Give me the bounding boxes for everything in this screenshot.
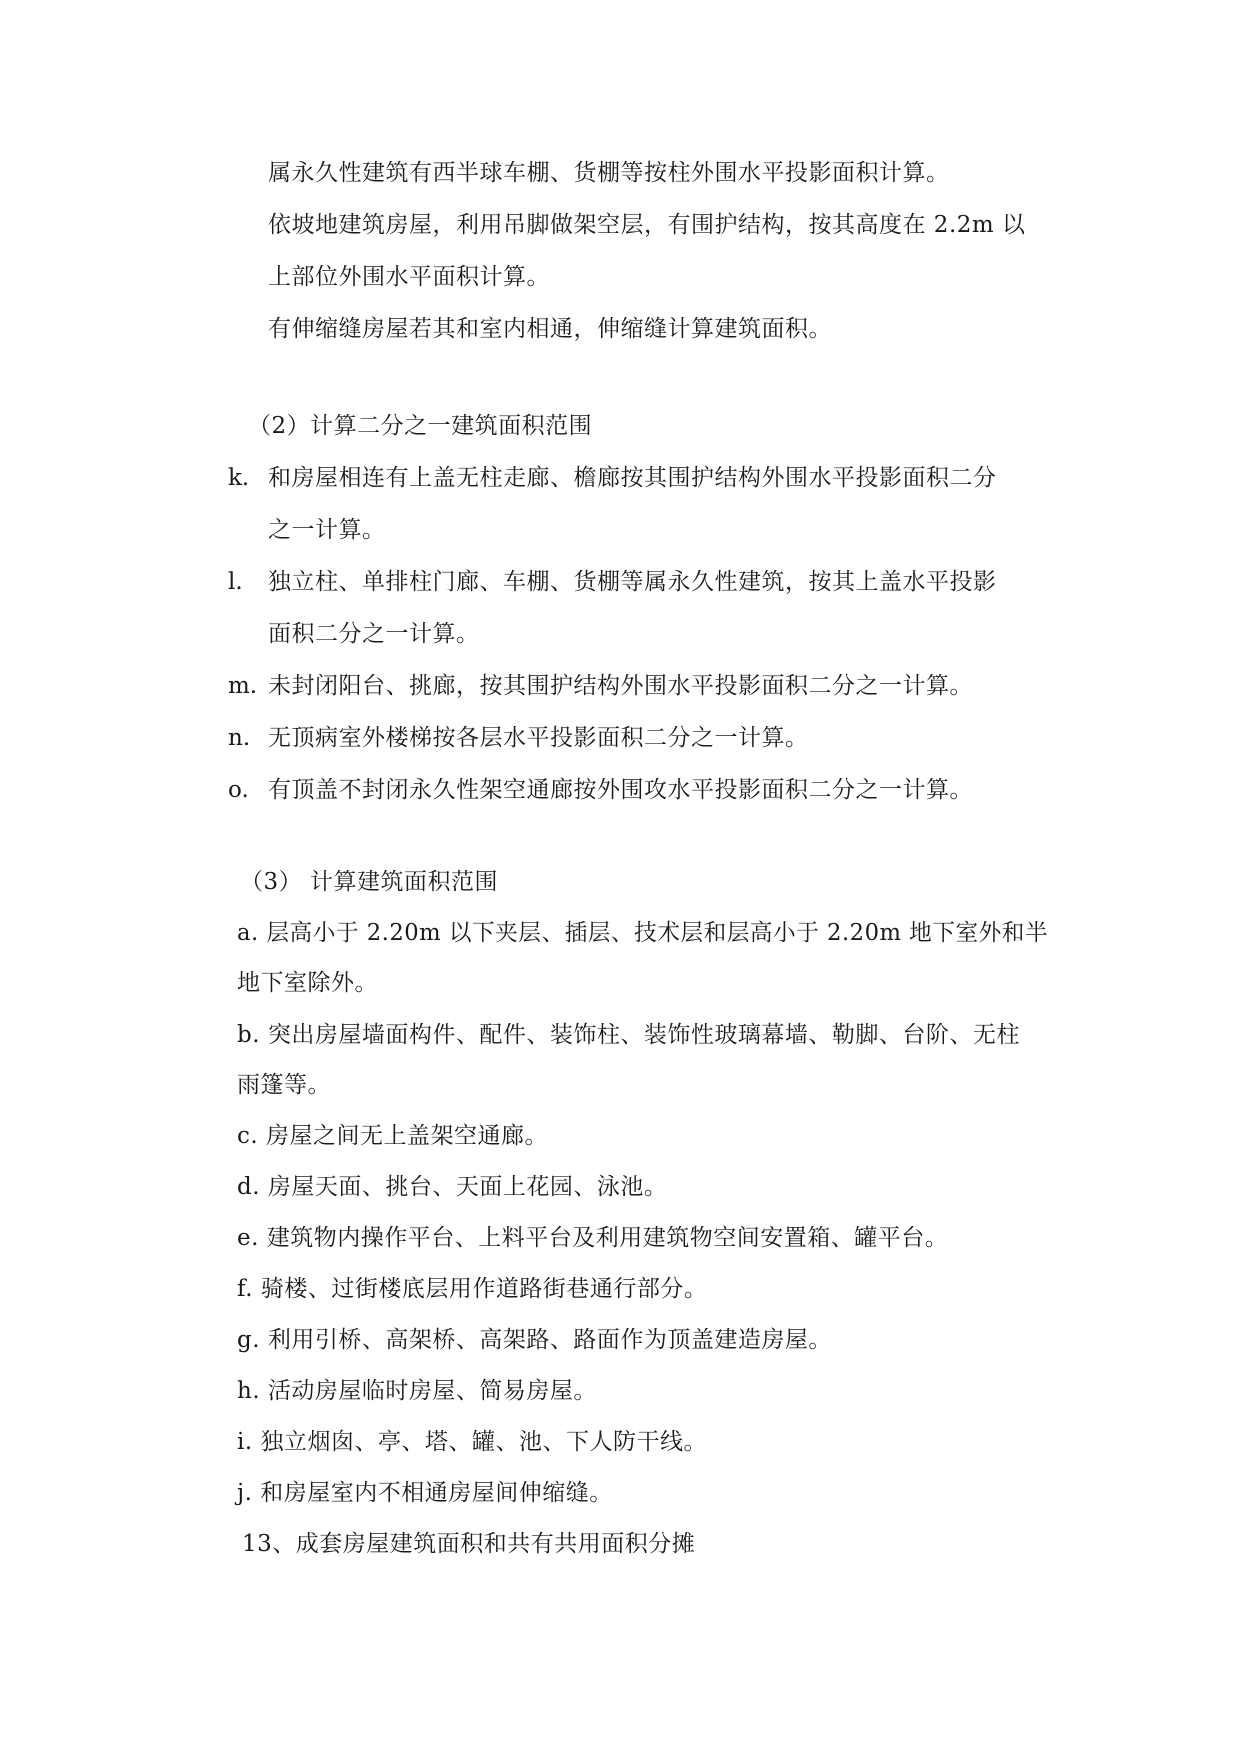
- list-item-line: 之一计算。: [268, 517, 386, 543]
- list-marker: n.: [228, 725, 251, 751]
- paragraph-line: 依坡地建筑房屋，利用吊脚做架空层，有围护结构，按其高度在 2.2m 以: [268, 212, 1026, 238]
- list-marker: k.: [228, 465, 250, 491]
- list-item-line: f. 骑楼、过街楼底层用作道路街巷通行部分。: [237, 1276, 708, 1302]
- list-marker: o.: [228, 777, 249, 803]
- list-item-line: a. 层高小于 2.20m 以下夹层、插层、技术层和层高小于 2.20m 地下室外和半: [237, 920, 1049, 946]
- paragraph-line: 上部位外围水平面积计算。: [268, 264, 550, 290]
- list-item-line: 雨篷等。: [237, 1072, 331, 1098]
- paragraph-line: 有伸缩缝房屋若其和室内相通，伸缩缝计算建筑面积。: [268, 316, 832, 342]
- list-item-line: 未封闭阳台、挑廊，按其围护结构外围水平投影面积二分之一计算。: [268, 673, 973, 699]
- list-item-line: 无顶病室外楼梯按各层水平投影面积二分之一计算。: [268, 725, 809, 751]
- list-item-line: 面积二分之一计算。: [268, 621, 480, 647]
- list-item-line: 和房屋相连有上盖无柱走廊、檐廊按其围护结构外围水平投影面积二分: [268, 465, 997, 491]
- list-item-line: e. 建筑物内操作平台、上料平台及利用建筑物空间安置箱、罐平台。: [237, 1225, 949, 1251]
- list-item-line: d. 房屋天面、挑台、天面上花园、泳池。: [237, 1174, 668, 1200]
- list-item-line: 独立柱、单排柱门廊、车棚、货棚等属永久性建筑，按其上盖水平投影: [268, 569, 997, 595]
- list-item-line: 地下室除外。: [237, 970, 378, 996]
- section-heading: （2）计算二分之一建筑面积范围: [248, 413, 593, 439]
- list-item-line: b. 突出房屋墙面构件、配件、装饰柱、装饰性玻璃幕墙、勒脚、台阶、无柱: [237, 1022, 1020, 1048]
- list-item-line: j. 和房屋室内不相通房屋间伸缩缝。: [237, 1480, 613, 1506]
- list-item-line: g. 利用引桥、高架桥、高架路、路面作为顶盖建造房屋。: [237, 1327, 832, 1353]
- paragraph-line: 属永久性建筑有西半球车棚、货棚等按柱外围水平投影面积计算。: [268, 160, 950, 186]
- list-marker: m.: [228, 673, 258, 699]
- list-item-line: h. 活动房屋临时房屋、简易房屋。: [237, 1378, 597, 1404]
- list-item-line: i. 独立烟囱、亭、塔、罐、池、下人防干线。: [237, 1429, 707, 1455]
- section-heading: 13、成套房屋建筑面积和共有共用面积分摊: [242, 1531, 696, 1557]
- list-item-line: 有顶盖不封闭永久性架空通廊按外围攻水平投影面积二分之一计算。: [268, 777, 973, 803]
- section-heading: （3） 计算建筑面积范围: [240, 869, 498, 895]
- list-item-line: c. 房屋之间无上盖架空通廊。: [237, 1123, 549, 1149]
- list-marker: l.: [228, 569, 243, 595]
